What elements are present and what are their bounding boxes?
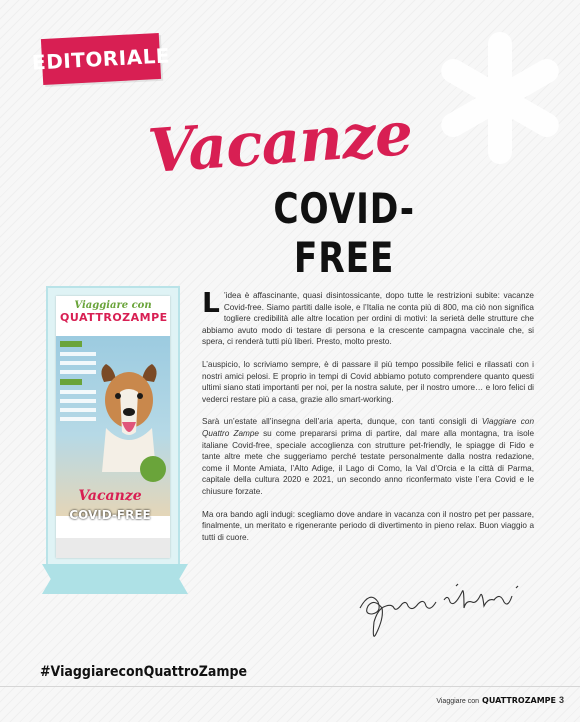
cover-burst — [140, 456, 166, 482]
editorial-article — [202, 286, 535, 554]
paragraph-2: L’auspicio, lo scriviamo sempre, è di passare il più tempo possibile felici e rilassati con i nostri amici pelosi. E proprio in tempi di Covid abbiamo potuto comprendere quanto questi ultimi siano stati importanti per noi, per la nostra salute, per il nostro umore… e loro felici di vederci restare più a casa, grazie allo smart-working. — [202, 359, 534, 404]
masthead-rule — [60, 325, 166, 330]
paragraph-3-b: su come prepararsi prima di partire, dal mare alla montagna, tra isole italiane Covid-free, speciale accoglienza con strutture pet-friendly, le spiagge di Fido e tante altre mete che suggeriamo perché testate personalmente dalla nostra redazione, come il Monte Amiata, l’Alto Adige, il Lago di Como, la Val d’Orcia e la città di Parma, capitale della cultura 2020 e 2021, un secondo anno riconfermato viste l’era Covid e le chiusure forzate. — [202, 428, 534, 496]
paragraph-1 — [202, 286, 534, 348]
signature-icon — [352, 578, 532, 648]
drop-cap: L — [202, 286, 220, 319]
hashtag: #ViaggiareconQuattroZampe — [40, 664, 248, 680]
cover-footer — [56, 538, 170, 558]
section-badge: EDITORIALE — [41, 33, 161, 85]
cover-covid: COVID-FREE — [69, 508, 151, 522]
paragraph-4: Ma ora bando agli indugi: scegliamo dove andare in vacanza con il nostro pet per passare, finalmente, un meritato e rigenerante periodo di divertimento in pieno relax. Buon viaggio a tutti di cuore. — [202, 509, 534, 542]
paragraph-3-a: Sarà un’estate all’insegna dell’aria aperta, dunque, con tanti consigli di — [202, 417, 482, 427]
footer-divider — [0, 686, 580, 687]
cover-vacanze: Vacanze — [78, 488, 142, 504]
magazine-name: Viaggiare con Quattro Zampe — [202, 417, 535, 438]
title-script: Vacanze — [145, 98, 415, 188]
cover-sidebar — [56, 336, 100, 456]
magazine — [56, 296, 170, 558]
magazine-cover — [46, 286, 184, 594]
footer-text: Viaggiare con — [436, 698, 480, 705]
cover-ribbon — [42, 564, 188, 594]
page-number: 3 — [558, 695, 564, 705]
masthead-line1: Viaggiare con — [74, 300, 152, 311]
paragraph-3 — [202, 416, 534, 497]
footer-brand: QUATTROZAMPE — [482, 696, 556, 705]
page-footer — [436, 695, 564, 705]
title-headline: COVID-FREE — [273, 184, 415, 282]
paragraph-1-text: ’idea è affascinante, quasi disintossicante, dopo tutte le restrizioni subite: vacanze Covid-free. Siamo partiti dalle isole, e l’Italia ne conta più di 800, ma ciò non significa togliere credibilità alle altre location per ordini di motivi: la serietà delle strutture che abbiamo avuto modo di testare di persona e la crescente campagna vaccinale che, si spera, ci renderà tutti più liberi. Presto, molto presto. — [202, 291, 534, 347]
masthead-line2: QUATTROZAMPE — [60, 311, 168, 324]
magazine-masthead — [60, 300, 166, 330]
asterisk-icon — [430, 28, 570, 168]
